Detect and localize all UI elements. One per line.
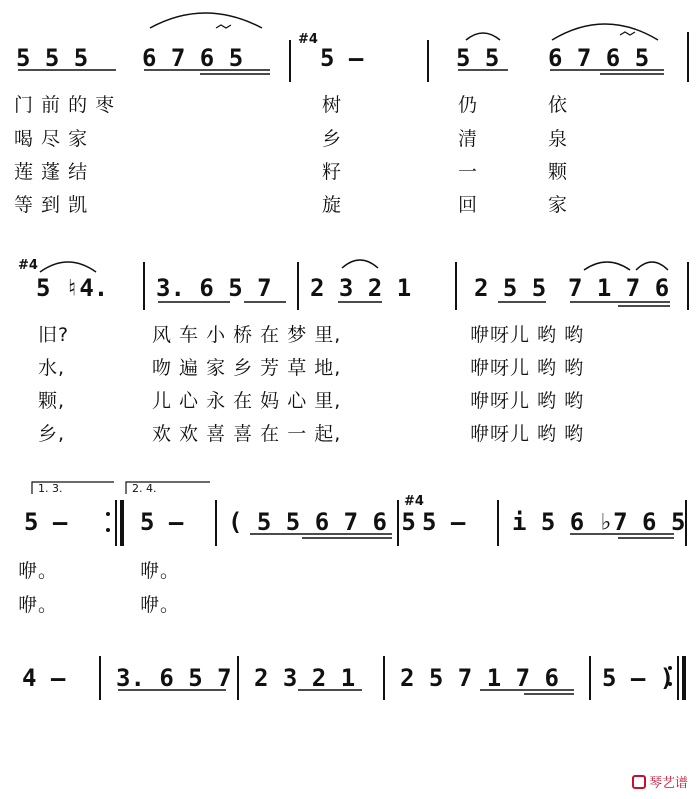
row1-key-mark: #4: [298, 32, 318, 47]
lyric-line: 咿呀儿 哟 哟: [470, 423, 585, 445]
lyric-line: 清: [458, 128, 479, 150]
lyric-line: 咿呀儿 哟 哟: [470, 324, 585, 346]
lyric-line: 回: [458, 194, 479, 216]
lyric-line: 等 到 凯: [14, 194, 89, 216]
row4-measure3: 2 3 2 1: [254, 664, 356, 692]
row2-measure4a: 2 5 5: [474, 274, 547, 302]
row4-measure4: 2 5 7 1 7 6: [400, 664, 559, 692]
volta-second-ending: 2. 4.: [132, 482, 157, 495]
lyric-line: 喝 尽 家: [14, 128, 89, 150]
lyric-line: 乡,: [38, 423, 66, 445]
lyric-line: 咿。: [140, 560, 181, 582]
row1-measure1a: 5 5 5: [16, 44, 89, 72]
lyric-line: 咿呀儿 哟 哟: [470, 390, 585, 412]
row3-measure3: ( 5 5 6 7 6 5: [228, 508, 416, 536]
row3-measure5: i 5 6 ♭7 6 5: [512, 508, 686, 536]
volta-first-ending: 1. 3.: [38, 482, 63, 495]
lyric-line: 旧?: [38, 324, 70, 346]
lyric-line: 风 车 小 桥 在 梦 里,: [152, 324, 342, 346]
lyric-line: 儿 心 永 在 妈 心 里,: [152, 390, 342, 412]
lyric-line: 欢 欢 喜 喜 在 一 起,: [152, 423, 342, 445]
lyric-line: 颗: [548, 161, 569, 183]
lyric-line: 吻 遍 家 乡 芳 草 地,: [152, 357, 342, 379]
site-logo: [632, 772, 688, 791]
row3-measure2: 5 –: [140, 508, 184, 536]
row1-measure2: 5 –: [320, 44, 364, 72]
row2-measure3: 2 3 2 1: [310, 274, 412, 302]
row3-measure1: 5 –: [24, 508, 68, 536]
lyric-line: 旋: [322, 194, 343, 216]
row1-measure3b: 6 7 6 5: [548, 44, 650, 72]
row3-key-mark: #4: [404, 494, 424, 509]
row2-measure2: 3. 6 5 7: [156, 274, 272, 302]
row3-measure4: 5 –: [422, 508, 466, 536]
lyric-line: 乡: [322, 128, 343, 150]
row1-measure1b: 6 7 6 5: [142, 44, 244, 72]
lyric-line: 咿呀儿 哟 哟: [470, 357, 585, 379]
lyric-line: 依: [548, 94, 569, 116]
logo-icon: [632, 775, 646, 789]
row4-measure2: 3. 6 5 7: [116, 664, 232, 692]
lyric-line: 咿。: [140, 594, 181, 616]
lyric-line: 莲 蓬 结: [14, 161, 89, 183]
row2-key-mark: #4: [18, 258, 38, 273]
lyric-line: 泉: [548, 128, 569, 150]
lyric-line: 门 前 的 枣: [14, 94, 116, 116]
row2-measure4b: 7 1 7 6: [568, 274, 670, 302]
lyric-line: 家: [548, 194, 569, 216]
lyric-line: 水,: [38, 357, 66, 379]
lyric-line: 咿。: [18, 560, 59, 582]
lyric-line: 籽: [322, 161, 343, 183]
lyric-line: 仍: [458, 94, 479, 116]
logo-text: 琴艺谱: [648, 776, 688, 791]
lyric-line: 咿。: [18, 594, 59, 616]
row2-measure1: 5 ♮4.: [36, 274, 109, 302]
lyric-line: 一: [458, 161, 479, 183]
lyric-line: 树: [322, 94, 343, 116]
row4-measure1: 4 –: [22, 664, 66, 692]
row4-measure5: 5 – ): [602, 664, 675, 692]
row1-measure3a: 5 5: [456, 44, 500, 72]
lyric-line: 颗,: [38, 390, 66, 412]
